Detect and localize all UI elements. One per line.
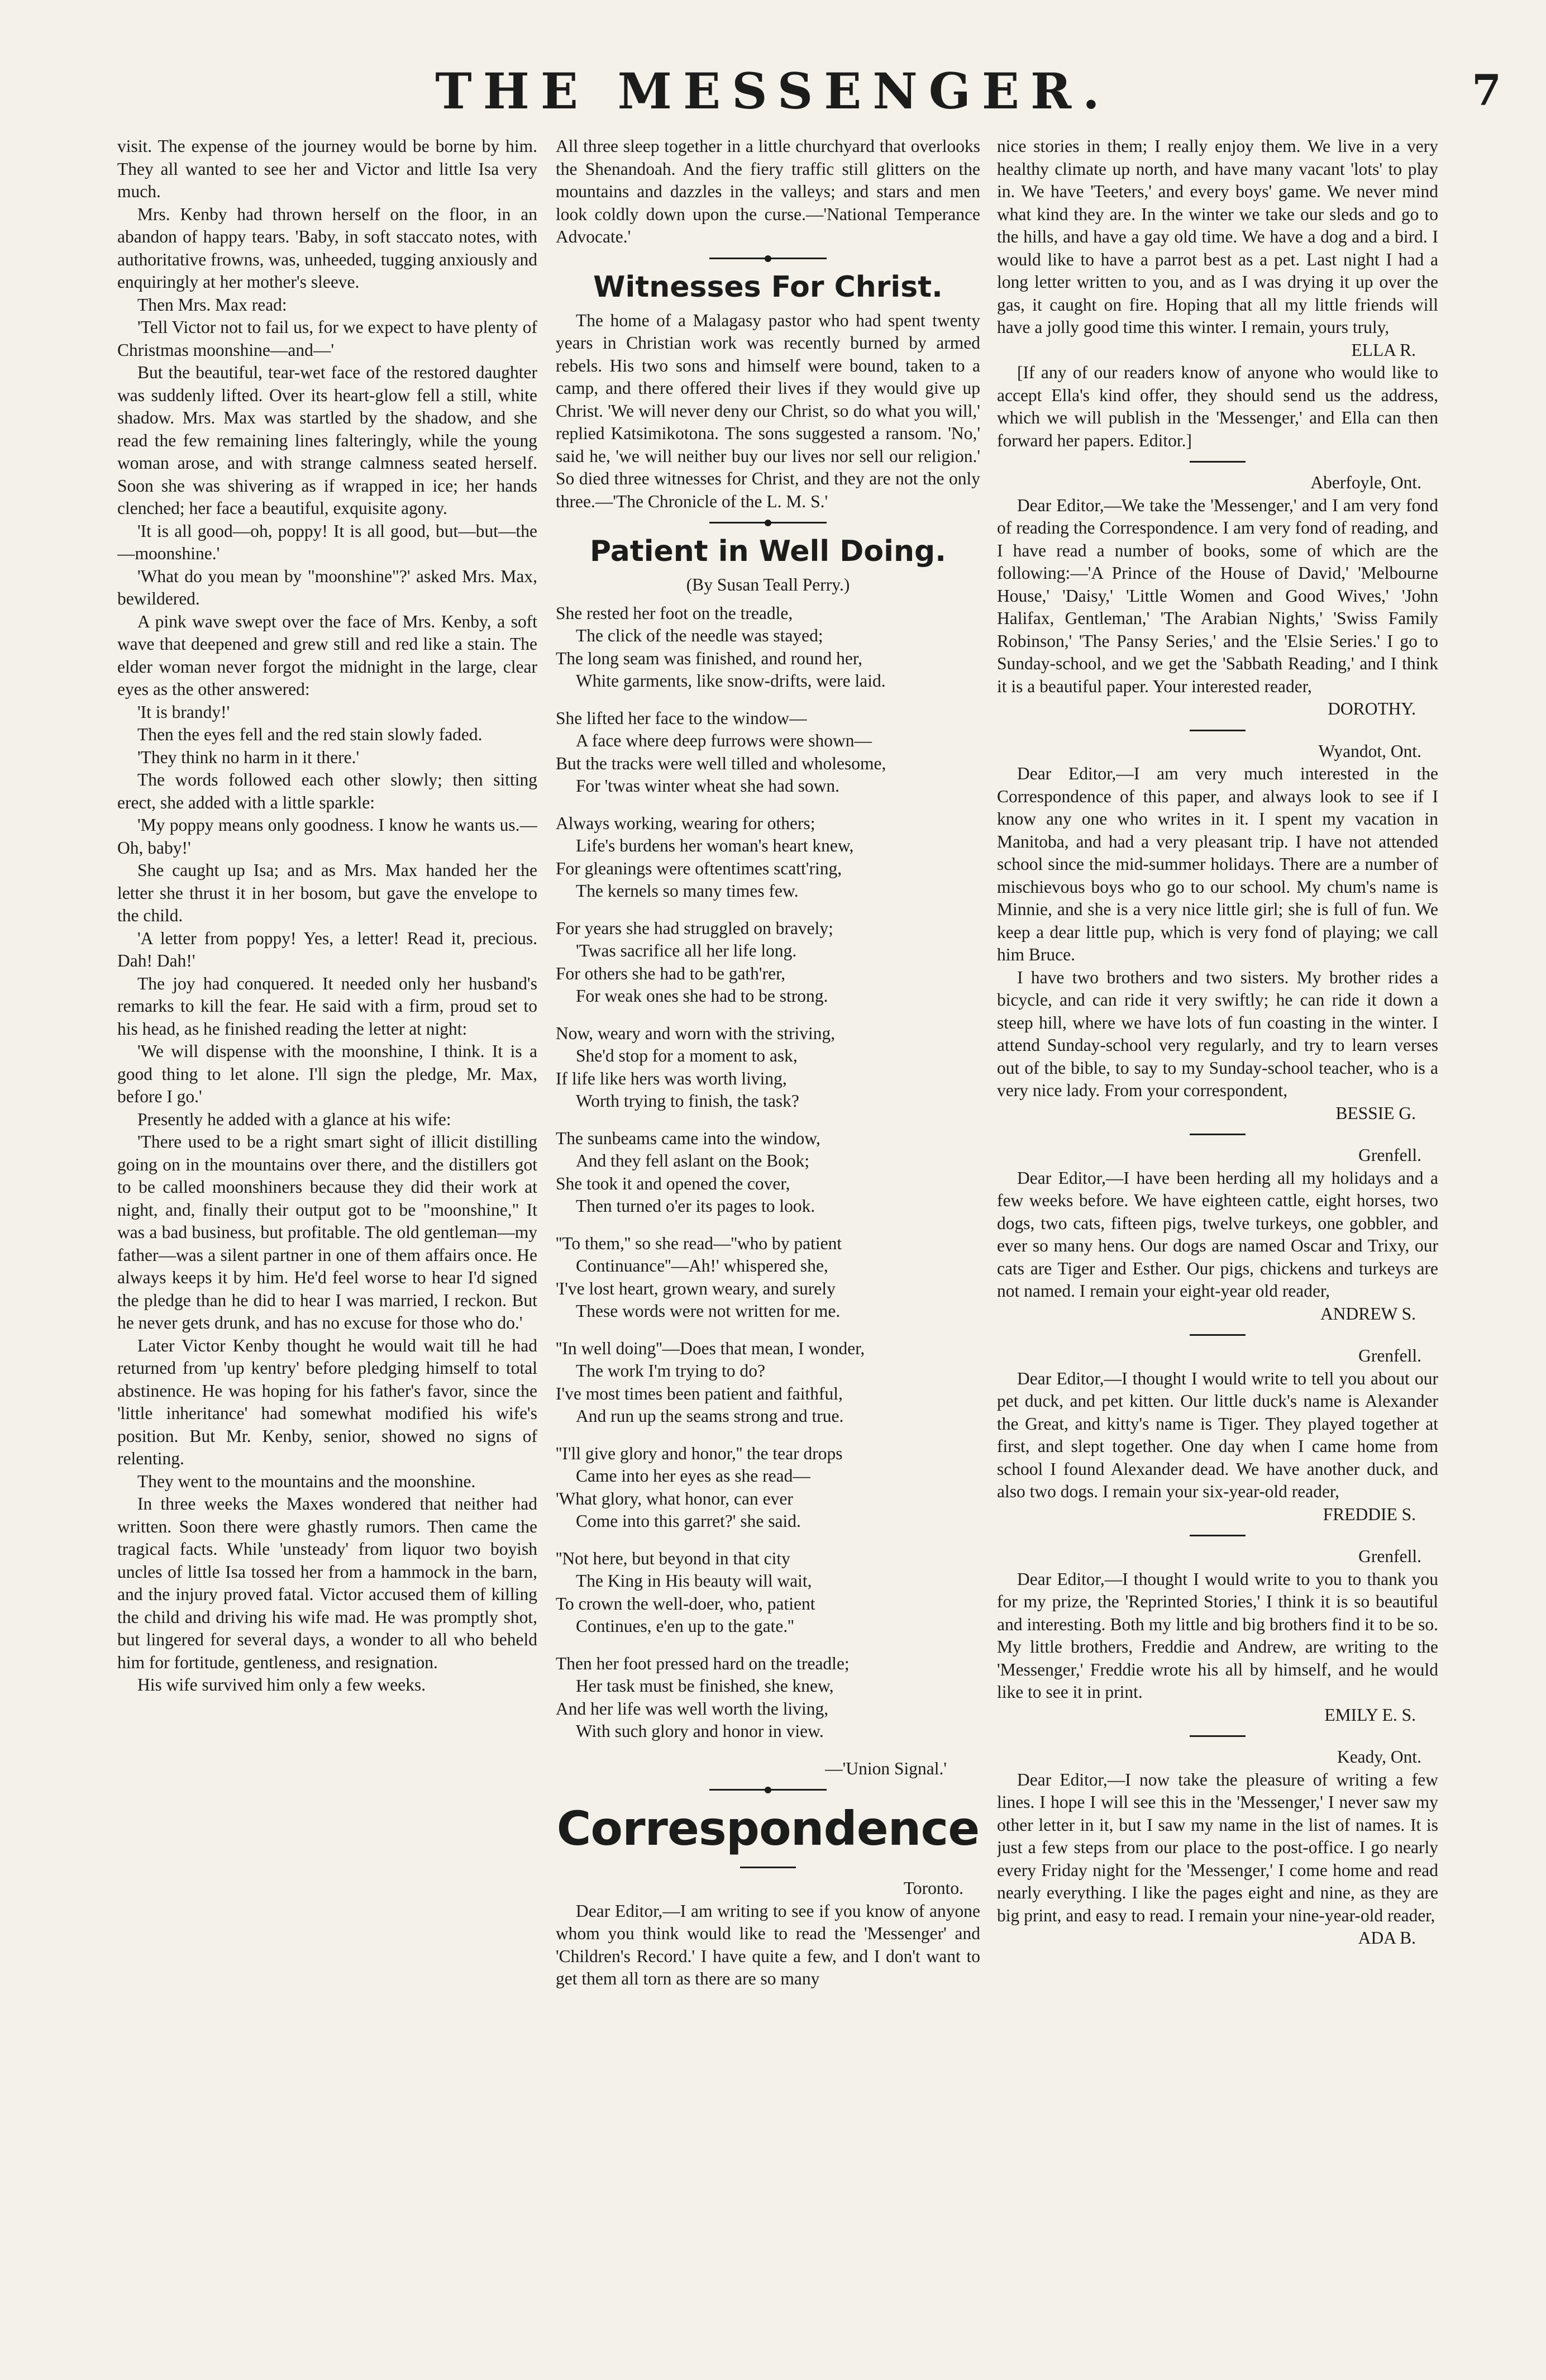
poem-line: Came into her eyes as she read— (576, 1466, 810, 1486)
poem-line: For weak ones she had to be strong. (576, 986, 828, 1006)
poem-body (556, 602, 980, 1743)
letter-signature: BESSIE G. (1335, 1103, 1416, 1123)
paragraph: Later Victor Kenby thought he would wait till he had returned from 'up kentry' before pledging himself to total abstinence. He was hoping for his father's favor, since the 'little inheritance' had somewhat modified his wife's position. But Mr. Kenby, senior, showed no signs of relenting. (117, 1335, 537, 1468)
letter-body: Dear Editor,—I thought I would write to tell you about our pet duck, and pet kitten. Our little duck's name is Alexander the Great, and kitty's name is Tiger. They played together at first, and slept together. One day when I came home from school I found Alexander dead. We have another duck, and also two dogs. I remain your six-year-old reader, (997, 1368, 1438, 1501)
paragraph: 'It is brandy!' (137, 702, 230, 722)
poem-line: If life like hers was worth living, (556, 1068, 787, 1088)
letter-body: Dear Editor,—I thought I would write to you to thank you for my prize, the 'Reprinted Stories,' I think it is so beautiful and interesting. Both my little and big brothers find it to be so. My little brothers, Freddie and Andrew, are writing to the 'Messenger,' Freddie wrote his all by himself, and he would like to see it in print. (997, 1569, 1438, 1702)
poem-stanza (556, 917, 980, 1008)
letter-place: Toronto. (903, 1878, 963, 1898)
ornamental-rule (709, 522, 827, 523)
divider (1190, 1134, 1246, 1135)
letter-signature: ELLA R. (1351, 340, 1416, 360)
letters-list (997, 472, 1438, 1950)
poem-line: And run up the seams strong and true. (576, 1406, 844, 1426)
paragraph: She caught up Isa; and as Mrs. Max handed her the letter she thrust it in her bosom, but gave the envelope to the child. (117, 860, 537, 925)
paragraph: They went to the mountains and the moonshine. (137, 1471, 476, 1491)
paragraph: The home of a Malagasy pastor who had spent twenty years in Christian work was recently burned by armed rebels. His two sons and himself were bound, taken to a camp, and there offered their lives if they would give up Christ. 'We will never deny our Christ, so do what you will,' replied Katsimikotona. The sons suggested a ransom. 'No,' said he, 'we will neither buy our lives nor sell our religion.' So died three witnesses for Christ, and they are not the only three.—'The Chronicle of the L. M. S.' (556, 310, 980, 511)
letter (997, 1545, 1438, 1737)
ornamental-rule (709, 258, 827, 259)
poem-line: Continues, e'en up to the gate.'' (576, 1616, 794, 1636)
poem-stanza (556, 1443, 980, 1533)
poem-line: Continuance''—Ah!' whispered she, (576, 1256, 828, 1275)
letter-place: Wyandot, Ont. (1318, 741, 1421, 761)
poem-line: She'd stop for a moment to ask, (576, 1046, 798, 1065)
letter-body: Dear Editor,—I am very much interested in the Correspondence of this paper, and always look to see if I know any one who writes in it. I spent my vacation in Manitoba, and had a very pleasant trip. I have not attended school since the mid-summer holidays. There are a number of mischievous boys who go to our school. My chum's name is Minnie, and she is a very nice little girl; she is full of fun. We keep a dear little pup, which is very fond of playing; we call him Bruce. (997, 764, 1438, 964)
poem-stanza (556, 812, 980, 903)
poem-line: 'I've lost heart, grown weary, and surely (556, 1278, 836, 1298)
poem-line: Her task must be finished, she knew, (576, 1676, 834, 1696)
poem-line: For 'twas winter wheat she had sown. (576, 776, 839, 796)
poem-line: Always working, wearing for others; (556, 813, 815, 833)
paragraph: Presently he added with a glance at his wife: (137, 1109, 451, 1129)
paragraph: 'It is all good—oh, poppy! It is all good, but—but—the—moonshine.' (117, 521, 537, 563)
article-heading: Witnesses For Christ. (593, 270, 943, 304)
letter-body: I have two brothers and two sisters. My brother rides a bicycle, and can ride it very swiftly; he can ride it down a steep hill, where we have lots of fun coasting in the winter. I attend Sunday-school very regularly, and try to learn verses out of the bible, to say to my Sunday-school teacher, who is a very nice lady. From your correspondent, (997, 967, 1438, 1100)
paragraph: Mrs. Kenby had thrown herself on the floor, in an abandon of happy tears. 'Baby, in soft staccato notes, with authoritative frowns, was, unheeded, tugging anxiously and enquiringly at her mother's sleeve. (117, 204, 537, 292)
poem-line: The kernels so many times few. (576, 881, 799, 901)
ornamental-rule (709, 1789, 827, 1791)
poem-line: 'Twas sacrifice all her life long. (576, 941, 797, 960)
divider (740, 1867, 796, 1868)
poem-line: But the tracks were well tilled and wholesome, (556, 753, 886, 773)
poem-line: ''I'll give glory and honor,'' the tear drops (556, 1443, 843, 1463)
letter (997, 740, 1438, 1136)
column-2 (556, 135, 980, 2342)
poem-line: She took it and opened the cover, (556, 1173, 790, 1193)
poem-line: For gleanings were oftentimes scatt'ring, (556, 858, 842, 878)
poem-line: For others she had to be gath'rer, (556, 963, 786, 983)
poem-line: With such glory and honor in view. (576, 1721, 824, 1741)
poem-line: She rested her foot on the treadle, (556, 603, 793, 623)
letter-body: Dear Editor,—We take the 'Messenger,' and I am very fond of reading the Correspondence. I am very fond of reading, and I have read a number of books, some of which are the following:—'A Prince of the House of David,' 'Melbourne House,' 'Daisy,' 'Little Women and Good Wives,' 'John Halifax, Gentleman,' 'The Arabian Nights,' 'Swiss Family Robinson,' 'The Pansy Series,' and the 'Elsie Series.' I go to Sunday-school, and we get the 'Sabbath Reading,' and I think it is a beautiful paper. Your interested reader, (997, 495, 1438, 696)
paragraph: The words followed each other slowly; then sitting erect, she added with a little sparkle: (117, 770, 537, 812)
letter-signature: FREDDIE S. (1323, 1504, 1416, 1524)
poem-stanza (556, 1232, 980, 1323)
poem-line: Then turned o'er its pages to look. (576, 1196, 815, 1216)
divider (1190, 730, 1246, 731)
paragraph: All three sleep together in a little churchyard that overlooks the Shenandoah. And the fiery traffic still glitters on the mountains and dazzles in the valleys; and stars and men look coldly down upon the curse.—'National Temperance Advocate.' (556, 136, 980, 246)
letter-signature: ANDREW S. (1320, 1303, 1416, 1324)
poem-line: Now, weary and worn with the striving, (556, 1023, 836, 1043)
editor-note: [If any of our readers know of anyone who would like to accept Ella's kind offer, they should send us the address, which we will publish in the 'Messenger,' and Ella can then forward her papers. Editor.] (997, 363, 1438, 450)
page-number: 7 (1472, 65, 1501, 115)
poem-stanza (556, 602, 980, 693)
column-1-story (117, 135, 537, 2342)
paragraph: 'We will dispense with the moonshine, I think. It is a good thing to let alone. I'll sign the pledge, Mr. Max, before I go.' (117, 1041, 537, 1106)
poem-line: ''In well doing''—Does that mean, I wonder, (556, 1338, 865, 1358)
paragraph: Then the eyes fell and the red stain slowly faded. (137, 725, 483, 744)
poem-line: The King in His beauty will wait, (576, 1571, 812, 1591)
letter-place: Grenfell. (1358, 1145, 1421, 1165)
poem-stanza (556, 1653, 980, 1743)
letter-place: Keady, Ont. (1337, 1747, 1421, 1767)
poem-line: The long seam was finished, and round her, (556, 648, 862, 668)
section-heading: Correspondence (556, 1801, 980, 1856)
poem-line: Come into this garret?' she said. (576, 1511, 801, 1531)
poem-stanza (556, 707, 980, 798)
paragraph: The joy had conquered. It needed only her husband's remarks to kill the fear. He said with a firm, proud set to his head, as he finished reading the letter at night: (117, 973, 537, 1039)
poem-line: Life's burdens her woman's heart knew, (576, 836, 854, 855)
paragraph: 'They think no harm in it there.' (137, 747, 360, 767)
paragraph: 'My poppy means only goodness. I know he wants us.—Oh, baby!' (117, 815, 537, 858)
poem-line: Worth trying to finish, the task? (576, 1091, 799, 1111)
poem-line: The click of the needle was stayed; (576, 626, 823, 645)
letter (997, 1345, 1438, 1536)
poem-line: And they fell aslant on the Book; (576, 1151, 810, 1170)
poem-line: I've most times been patient and faithful, (556, 1383, 843, 1403)
poem-heading: Patient in Well Doing. (590, 535, 946, 568)
poem-byline: (By Susan Teall Perry.) (686, 575, 850, 594)
poem-stanza (556, 1127, 980, 1218)
letter-signature: DOROTHY. (1328, 699, 1416, 718)
paragraph: 'What do you mean by "moonshine"?' asked Mrs. Max, bewildered. (117, 566, 537, 608)
letter-body: Dear Editor,—I now take the pleasure of writing a few lines. I hope I will see this in the 'Messenger,' I never saw my other letter in it, but I saw my name in the list of names. It is just a few steps from our place to the post-office. I go nearly every Friday night for the 'Messenger,' I come home and read nearly everything. I like the pages eight and nine, as they are big print, and easy to read. I remain your nine-year-old reader, (997, 1769, 1438, 1925)
letter-place: Grenfell. (1358, 1546, 1421, 1566)
divider (1190, 1535, 1246, 1536)
paragraph: A pink wave swept over the face of Mrs. Kenby, a soft wave that deepened and grew still and red like a stain. The elder woman never forgot the midnight in the large, clear eyes as the other answered: (117, 611, 537, 699)
poem-line: These words were not written for me. (576, 1301, 841, 1321)
paragraph: Dear Editor,—I am writing to see if you know of anyone whom you think would like to read the 'Messenger' and 'Children's Record.' I have quite a few, and I don't want to get them all torn as there are so many (556, 1901, 980, 1988)
poem-line: ''Not here, but beyond in that city (556, 1548, 790, 1568)
paragraph: visit. The expense of the journey would be borne by him. They all wanted to see her and Victor and little Isa very much. (117, 136, 537, 201)
poem-line: And her life was well worth the living, (556, 1698, 829, 1719)
paragraph: 'There used to be a right smart sight of illicit distilling going on in the mountains over there, and the distillers got to be called moonshiners because they did their work at night, and, finally their output got to be "moonshine," It was a bad business, but profitable. The old gentleman—my father—was a silent partner in one of them affairs once. He always keeps it by him. He'd feel worse to hear I'd signed the pledge than he did to hear I was married, I reckon. But he never gets drunk, and has no excuse for those who do.' (117, 1132, 537, 1332)
paragraph: 'A letter from poppy! Yes, a letter! Read it, precious. Dah! Dah!' (117, 928, 537, 970)
poem-attribution: —'Union Signal.' (825, 1758, 947, 1778)
paragraph: nice stories in them; I really enjoy them. We live in a very healthy climate up north, and have many vacant 'lots' to play in. We have 'Teeters,' and every boys' game. We never mind what kind they are. In the winter we take our sleds and go to the hills, and have a gay old time. We have a dog and a bird. I would like to have a parrot best as a pet. Last night I had a long letter written to you, and as I was drying it up over the gas, it caught on fire. Hoping that all my little friends will have a jolly good time this winter. I remain, yours truly, (997, 136, 1438, 337)
paragraph: In three weeks the Maxes wondered that neither had written. Soon there were ghastly rumors. Then came the tragical facts. While 'unsteady' from liquor two boyish uncles of little Isa tossed her from a hammock in the barn, and the injury proved fatal. Victor accused them of killing the child and driving his wife mad. He was promptly shot, but lingered for several days, a wonder to all who beheld him for fortitude, gentleness, and resignation. (117, 1494, 537, 1672)
poem-line: Then her foot pressed hard on the treadle; (556, 1653, 850, 1673)
letter (997, 472, 1438, 731)
poem-line: The sunbeams came into the window, (556, 1128, 820, 1148)
column-3-correspondence (997, 135, 1438, 2342)
letter-signature: EMILY E. S. (1324, 1705, 1416, 1725)
letter (997, 1746, 1438, 1950)
paragraph: His wife survived him only a few weeks. (137, 1675, 426, 1694)
divider (1190, 1735, 1246, 1737)
poem-line: 'What glory, what honor, can ever (556, 1488, 793, 1508)
poem-line: For years she had struggled on bravely; (556, 918, 833, 938)
poem-line: ''To them,'' so she read—''who by patient (556, 1233, 842, 1253)
paragraph: 'Tell Victor not to fail us, for we expect to have plenty of Christmas moonshine—and—' (117, 317, 537, 360)
poem-line: A face where deep furrows were shown— (576, 731, 872, 750)
poem-stanza (556, 1548, 980, 1638)
divider (1190, 1334, 1246, 1336)
paragraph: Then Mrs. Max read: (137, 294, 287, 315)
letter-place: Aberfoyle, Ont. (1310, 473, 1421, 492)
letter-body: Dear Editor,—I have been herding all my holidays and a few weeks before. We have eighteen cattle, eight horses, two dogs, two cats, fifteen pigs, twelve turkeys, one gobbler, and ever so many hens. Our dogs are named Oscar and Trixy, our cats are Tiger and Esther. Our pigs, chickens and turkeys are not named. I remain your eight-year old reader, (997, 1168, 1438, 1301)
masthead-title: THE MESSENGER. (435, 62, 1111, 120)
poem-line: To crown the well-doer, who, patient (556, 1593, 815, 1613)
paragraph: But the beautiful, tear-wet face of the restored daughter was suddenly lifted. Over its heart-glow fell a still, white shadow. Mrs. Max was startled by the shadow, and she read the few remaining lines falteringly, while the young woman arose, and with strange calmness seated herself. Soon she was shivering as if wrapped in ice; her hands clenched; her face a beautiful, exquisite agony. (117, 363, 537, 518)
poem-stanza (556, 1337, 980, 1428)
poem-line: She lifted her face to the window— (556, 708, 807, 728)
poem-line: White garments, like snow-drifts, were laid. (576, 671, 886, 691)
letter-signature: ADA B. (1358, 1928, 1416, 1948)
poem-stanza (556, 1022, 980, 1113)
letter (997, 1144, 1438, 1336)
divider (1190, 461, 1246, 463)
poem-line: The work I'm trying to do? (576, 1361, 765, 1381)
letter-place: Grenfell. (1358, 1346, 1421, 1365)
